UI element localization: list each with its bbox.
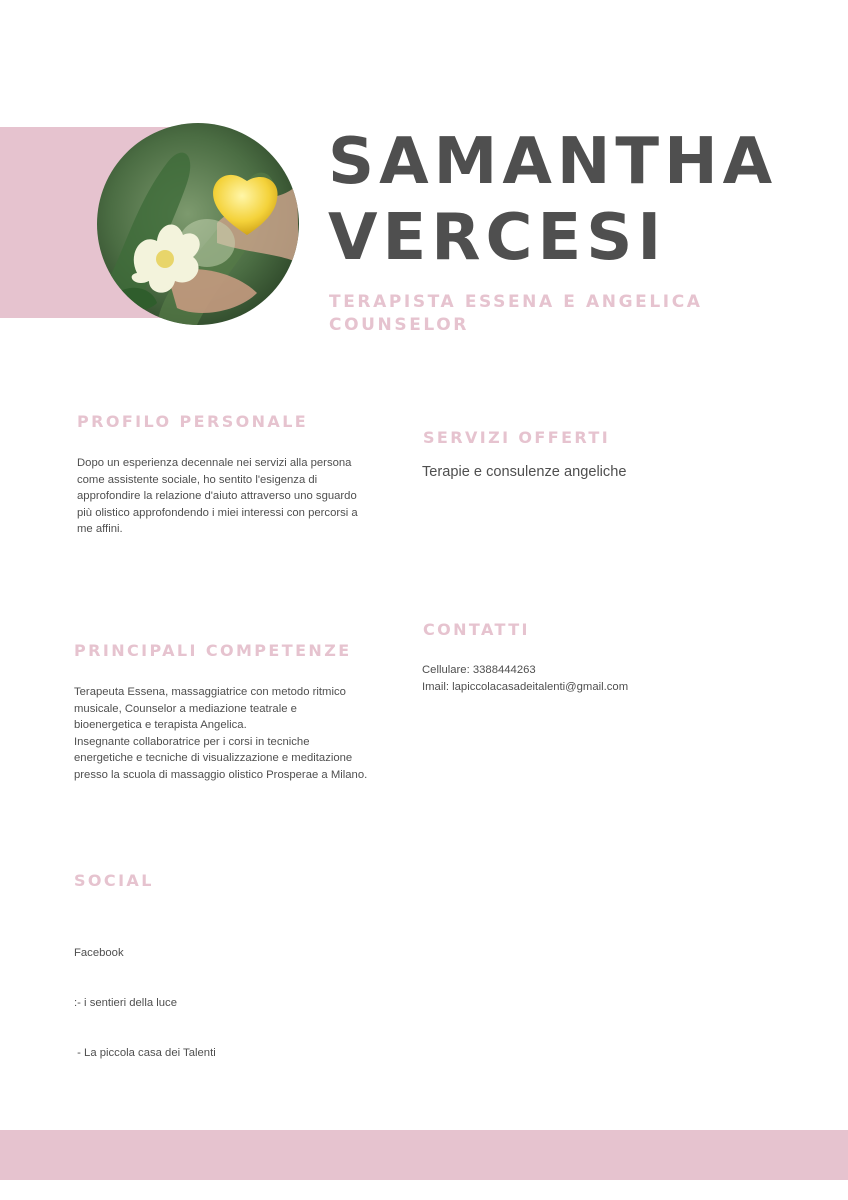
profile-line: Dopo un esperienza decennale nei servizi alla persona [77, 457, 352, 469]
social-line: - La piccola casa dei Talenti [74, 1046, 216, 1059]
hands-flower-heart-image [97, 123, 299, 325]
skills-line: musicale, Counselor a mediazione teatrale e [74, 702, 297, 715]
services-heading: SERVIZI OFFERTI [423, 428, 611, 447]
full-name [328, 124, 777, 276]
social-heading: SOCIAL [74, 871, 154, 890]
profile-line: come assistente sociale, ho sentito l'esigenza di [77, 473, 318, 486]
name-last: VERCESI [328, 201, 667, 275]
services-text: Terapie e consulenze angeliche [422, 464, 627, 480]
name-first: SAMANTHA [328, 125, 778, 199]
social-text [74, 912, 216, 1078]
profile-line: approfondire la relazione d'aiuto attraverso uno sguardo [77, 490, 357, 503]
skills-line: Terapeuta Essena, massaggiatrice con metodo ritmico [74, 686, 346, 698]
contacts-heading: CONTATTI [423, 620, 530, 639]
skills-line: bioenergetica e terapista Angelica. [74, 719, 247, 732]
job-title [329, 291, 749, 337]
profile-photo [97, 123, 299, 325]
skills-line: presso la scuola di massaggio olistico Prosperae a Milano. [74, 768, 368, 781]
social-line: :- i sentieri della luce [74, 996, 177, 1009]
skills-line: Insegnante collaboratrice per i corsi in tecniche [74, 735, 310, 748]
skills-line: energetiche e tecniche di visualizzazione e meditazione [74, 752, 353, 765]
profile-line: più olistico approfondendo i miei interessi con percorsi a [77, 506, 358, 519]
skills-heading: PRINCIPALI COMPETENZE [74, 641, 352, 660]
profile-heading: PROFILO PERSONALE [77, 412, 309, 431]
profile-line: me affini. [77, 523, 123, 536]
footer-accent-band [0, 1130, 848, 1180]
contacts-text [422, 662, 628, 695]
phone-number: Cellulare: 3388444263 [422, 664, 536, 676]
job-title-line1: TERAPISTA ESSENA E ANGELICA [329, 292, 703, 312]
profile-text [77, 455, 358, 538]
skills-text [74, 684, 367, 784]
social-line: Facebook [74, 947, 124, 960]
job-title-line2: COUNSELOR [329, 315, 469, 335]
email-address[interactable]: Imail: lapiccolacasadeitalenti@gmail.com [422, 680, 629, 693]
